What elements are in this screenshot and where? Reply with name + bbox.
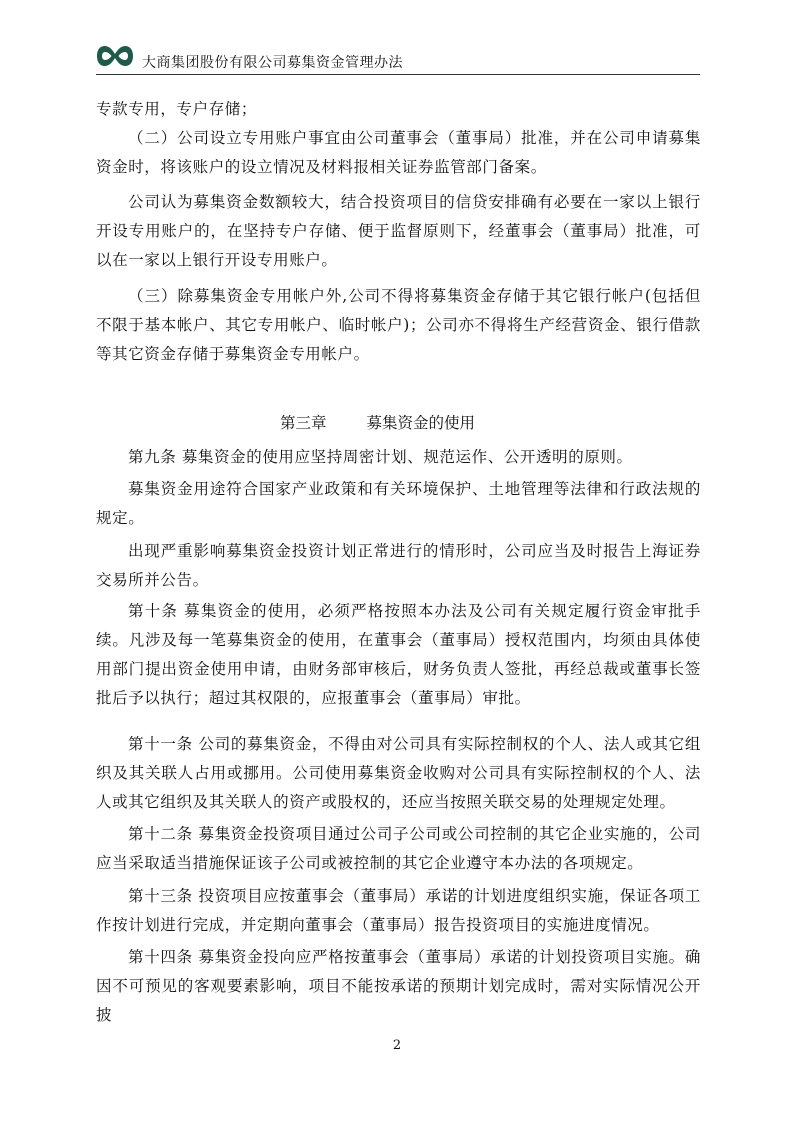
paragraph: 公司认为募集资金数额较大，结合投资项目的信贷安排确有必要在一家以上银行开设专用账户的，在坚持专户存储、便于监督原则下，经董事会（董事局）批准，可以在一家以上银行开设专用账户。: [96, 193, 701, 269]
company-logo-icon: [96, 42, 134, 70]
page-header: [96, 38, 700, 76]
article-paragraph: 第十三条 投资项目应按董事会（董事局）承诺的计划进度组织实施，保证各项工作按计划进行完成，并定期向董事会（董事局）报告投资项目的实施进度情况。: [96, 887, 701, 934]
chapter-heading: [280, 409, 475, 438]
document-title: 大商集团股份有限公司募集资金管理办法: [142, 55, 403, 71]
paragraph: 募集资金用途符合国家产业政策和有关环境保护、土地管理等法律和行政法规的规定。: [96, 480, 701, 527]
article-paragraph: 第十条 募集资金的使用，必须严格按照本办法及公司有关规定履行资金审批手续。凡涉及每一笔募集资金的使用，在董事会（董事局）授权范围内，均须由具体使用部门提出资金使用申请，由财务部审核后，财务负责人签批，再经总裁或董事长签批后予以执行；超过其权限的，应报董事会（董事局）审批。: [96, 602, 701, 707]
chapter-number: 第三章: [280, 414, 327, 432]
header-divider: [96, 74, 700, 75]
article-paragraph: 第十一条 公司的募集资金，不得由对公司具有实际控制权的个人、法人或其它组织及其关联人占用或挪用。公司使用募集资金收购对公司具有实际控制权的个人、法人或其它组织及其关联人的资产或股权的，还应当按照关联交易的处理规定处理。: [96, 735, 701, 811]
article-paragraph: 第十二条 募集资金投资项目通过公司子公司或公司控制的其它企业实施的，公司应当采取适当措施保证该子公司或被控制的其它企业遵守本办法的各项规定。: [96, 825, 701, 872]
paragraph: 专款专用，专户存储；: [96, 100, 258, 118]
page-number: 2: [392, 1038, 402, 1053]
paragraph: （二）公司设立专用账户事宜由公司董事会（董事局）批准，并在公司申请募集资金时，将该账户的设立情况及材料报相关证券监管部门备案。: [96, 129, 701, 176]
article-paragraph: 第十四条 募集资金投向应严格按董事会（董事局）承诺的计划投资项目实施。确因不可预见的客观要素影响，项目不能按承诺的预期计划完成时，需对实际情况公开披: [96, 948, 701, 1024]
chapter-title: 募集资金的使用: [366, 414, 476, 432]
paragraph: （三）除募集资金专用帐户外,公司不得将募集资金存储于其它银行帐户(包括但不限于基本帐户、其它专用帐户、临时帐户)；公司亦不得将生产经营资金、银行借款等其它资金存储于募集资金专用帐户。: [96, 287, 701, 363]
paragraph: 出现严重影响募集资金投资计划正常进行的情形时，公司应当及时报告上海证券交易所并公告。: [96, 542, 701, 589]
article-paragraph: 第九条 募集资金的使用应坚持周密计划、规范运作、公开透明的原则。: [128, 448, 633, 466]
